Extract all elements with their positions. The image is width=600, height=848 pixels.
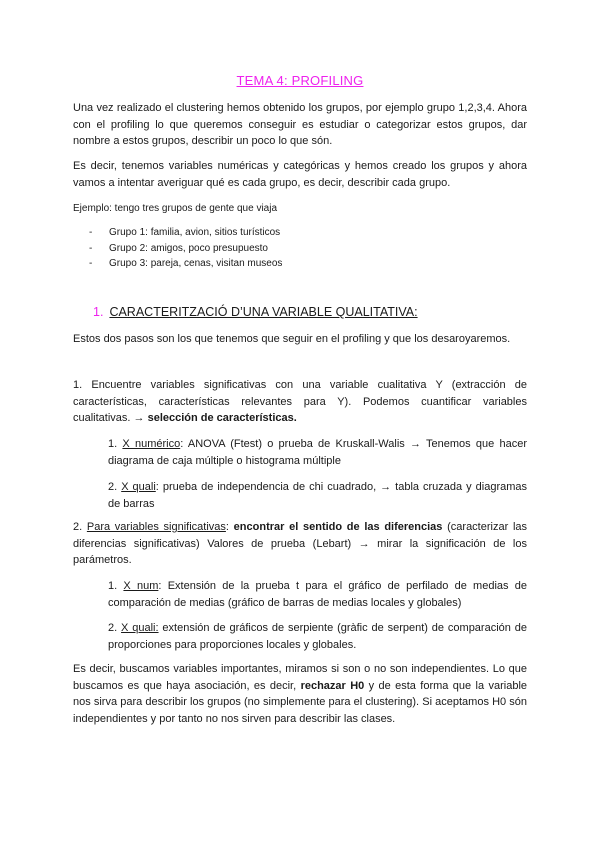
sub-text: : prueba de independencia de chi cuadrado, → tabla cruzada y diagramas de barras bbox=[108, 481, 528, 510]
sub-label: X quali bbox=[121, 481, 156, 493]
section-intro: Estos dos pasos son los que tenemos que seguir en el profiling y que los desaroyaremos. bbox=[73, 333, 511, 345]
list-item-text: Grupo 2: amigos, poco presupuesto bbox=[109, 242, 268, 254]
step-2-bold: encontrar el sentido de las diferencias bbox=[233, 521, 443, 533]
section-number: 1. bbox=[93, 305, 104, 319]
intro-paragraph-1: Una vez realizado el clustering hemos obtenido los grupos, por ejemplo grupo 1,2,3,4. Ahora con el profiling lo que queremos conseguir es estudiar o categorizar estos grupos, dar nombre a estos grupos, describir un poco lo que són. bbox=[73, 102, 527, 147]
page-title: TEMA 4: PROFILING bbox=[236, 73, 364, 88]
intro-paragraph-2: Es decir, tenemos variables numéricas y categóricas y hemos creado los grupos y ahora vamos a intentar averiguar qué es cada grupo, es decir, describir cada grupo. bbox=[73, 160, 527, 189]
sub-label: X num bbox=[123, 580, 159, 592]
sub-label: X quali: bbox=[121, 622, 159, 634]
list-item bbox=[89, 241, 282, 257]
step-2-label: Para variables significativas bbox=[86, 521, 226, 533]
closing-text-a: Es decir, buscamos variables importantes, miramos si son o no son independientes. Lo que buscamos es que haya asociación, es decir, bbox=[73, 663, 527, 692]
bullet-dash: - bbox=[89, 227, 93, 238]
step-1-text: 1. Encuentre variables significativas con una variable cualitativa Y (extracción de características, características relevantes para Y). Podemos cuantificar variables cualitativas. → bbox=[73, 379, 527, 424]
sub-text: : ANOVA (Ftest) o prueba de Kruskall-Walis → Tenemos que hacer diagrama de caja múltiple o histograma múltiple bbox=[108, 438, 527, 467]
sub-prefix: 2. bbox=[108, 481, 122, 493]
sub-label: X numérico bbox=[122, 438, 181, 450]
sub-text: extensión de gráficos de serpiente (gràfic de serpent) de comparación de proporciones para proporciones locales y globales. bbox=[108, 622, 527, 651]
bullet-dash: - bbox=[89, 258, 93, 269]
sub-prefix: 1. bbox=[108, 580, 124, 592]
step-2-sub-2 bbox=[108, 620, 527, 653]
bullet-dash: - bbox=[89, 242, 93, 254]
section-heading-text: CARACTERITZACIÓ D’UNA VARIABLE QUALITATIVA: bbox=[109, 305, 418, 319]
step-2-sub-1 bbox=[108, 578, 527, 611]
list-item bbox=[89, 256, 282, 272]
sub-prefix: 2. bbox=[108, 622, 122, 634]
closing-text-b: y de esta forma que la variable nos sirva para describir los grupos (no simplemente para el clustering). Si aceptamos H0 són independientes y por tanto no nos sirven para describir las clases. bbox=[73, 679, 527, 725]
sub-prefix: 1. bbox=[108, 438, 123, 450]
sub-text: : Extensión de la prueba t para el gráfico de perfilado de medias de comparación de medias (gráfico de barras de medias locales y globales) bbox=[108, 580, 527, 609]
list-item-text: Grupo 1: familia, avion, sitios turísticos bbox=[109, 227, 281, 238]
list-item bbox=[89, 225, 282, 241]
step-1-sub-1 bbox=[108, 436, 527, 469]
step-2-colon: : bbox=[225, 521, 234, 533]
step-2-paragraph bbox=[73, 519, 527, 569]
step-1-bold: selección de características. bbox=[147, 412, 297, 424]
list-item-text: Grupo 3: pareja, cenas, visitan museos bbox=[109, 258, 283, 269]
closing-paragraph bbox=[73, 661, 527, 727]
step-2-prefix: 2. bbox=[73, 521, 87, 533]
closing-bold: rechazar H0 bbox=[300, 679, 365, 692]
step-2-text: (caracterizar las diferencias significativas) Valores de prueba (Lebart) → mirar la significación de los parámetros. bbox=[73, 521, 528, 566]
example-lead: Ejemplo: tengo tres grupos de gente que viaja bbox=[73, 203, 278, 214]
section-heading bbox=[93, 304, 418, 320]
step-1-sub-2 bbox=[108, 479, 527, 512]
step-1-paragraph bbox=[73, 377, 527, 427]
example-list bbox=[89, 225, 282, 272]
